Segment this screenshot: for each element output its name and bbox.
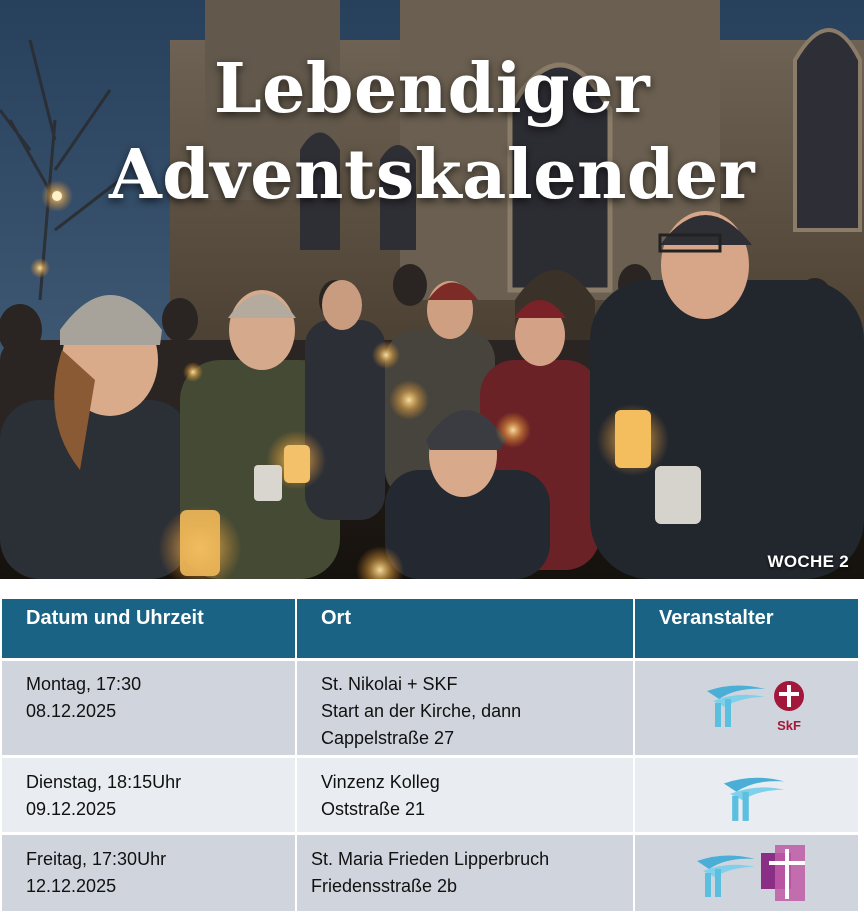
location-cell [296,659,634,756]
week-badge: WOCHE 2 [767,552,849,571]
date: 08.12.2025 [26,700,117,721]
skf-label: SkF [777,717,801,733]
parish-wave-logo [705,679,767,729]
header-location: Ort [296,599,634,659]
date: 09.12.2025 [26,798,117,819]
location-line: Cappelstraße 27 [321,727,455,748]
organizer-cell [634,659,858,756]
parish-wave-logo [721,771,787,823]
location-line: Friedensstraße 2b [311,875,458,896]
table-row [2,756,858,833]
location-line: Vinzenz Kolleg [321,771,440,792]
church-cross-logo [761,845,809,903]
title-line-2: Adventskalender [108,135,756,215]
location-line: St. Maria Frieden Lipperbruch [311,848,550,869]
location-line: Oststraße 21 [321,798,426,819]
page-title [0,46,864,218]
location-cell [296,833,634,911]
date-cell [2,659,296,756]
skf-logo [769,679,809,735]
date-cell [2,756,296,833]
title-line-1: Lebendiger [213,49,651,129]
weekday-time: Dienstag, 18:15Uhr [26,771,182,792]
date: 12.12.2025 [26,875,117,896]
location-line: St. Nikolai + SKF [321,673,458,694]
organizer-cell [634,833,858,911]
organizer-cell [634,756,858,833]
header-date-time: Datum und Uhrzeit [2,599,296,659]
date-cell [2,833,296,911]
schedule-table [2,599,858,911]
location-cell [296,756,634,833]
weekday-time: Montag, 17:30 [26,673,142,694]
parish-wave-logo [695,849,757,899]
table-header-row [2,599,858,659]
table-row [2,833,858,911]
location-line: Start an der Kirche, dann [321,700,522,721]
table-row [2,659,858,756]
weekday-time: Freitag, 17:30Uhr [26,848,167,869]
header-organizer: Veranstalter [634,599,858,659]
